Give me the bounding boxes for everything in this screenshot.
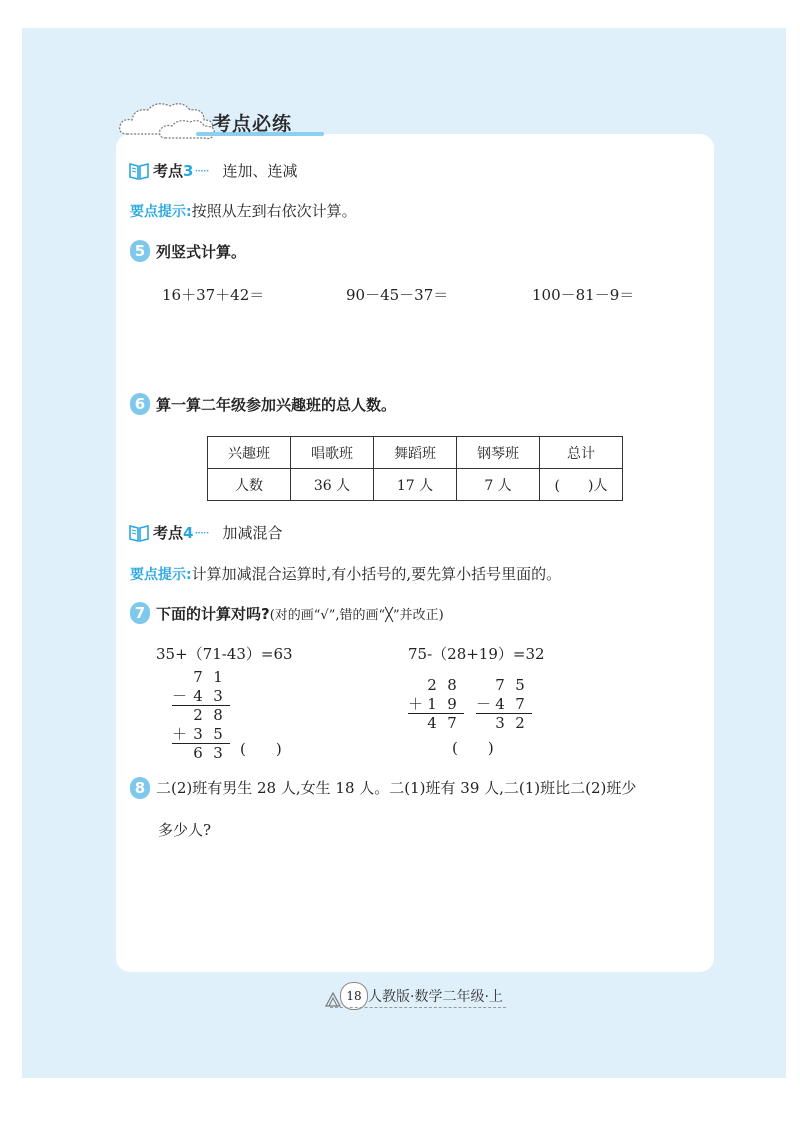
section3-label: 考点 xyxy=(153,162,184,180)
q7-left-expression: 35+（71-43）=63 xyxy=(156,645,293,663)
vertical-row: 4 7 xyxy=(427,714,457,732)
table-cell: 17 人 xyxy=(374,469,457,501)
vertical-row: 2 8 xyxy=(427,676,457,694)
table-cell: 7 人 xyxy=(457,469,540,501)
vertical-row: － 4 3 xyxy=(172,687,223,705)
vertical-row: 7 1 xyxy=(193,668,223,686)
section4-heading xyxy=(128,522,283,543)
q7-left-answer-paren[interactable]: ( ) xyxy=(240,740,282,758)
vertical-row: ＋ 1 9 xyxy=(408,695,457,713)
vertical-row: 7 5 xyxy=(495,676,525,694)
section3-dots: ····· xyxy=(194,163,209,178)
vertical-row: ＋ 3 5 xyxy=(172,725,223,743)
section3-number: 3 xyxy=(183,161,194,180)
vertical-row: 6 3 xyxy=(193,744,223,762)
question-text-line2: 多少人? xyxy=(158,821,212,839)
question-note: (对的画“√”,错的画“╳”并改正) xyxy=(269,607,444,623)
book-icon xyxy=(128,523,150,543)
vertical-calc-line xyxy=(172,743,230,744)
table-header-cell: 唱歌班 xyxy=(291,437,374,469)
table-header-cell: 舞蹈班 xyxy=(374,437,457,469)
footer-divider xyxy=(330,1007,506,1008)
table-row xyxy=(208,469,623,501)
total-answer-cell[interactable]: ( )人 xyxy=(540,469,623,501)
q7-right-answer-paren[interactable]: ( ) xyxy=(452,739,494,757)
table-header-cell: 钢琴班 xyxy=(457,437,540,469)
q5-expression-1: 16＋37＋42＝ xyxy=(162,286,265,304)
q5-expression-2: 90－45－37＝ xyxy=(346,286,449,304)
question-number: 5 xyxy=(130,240,150,262)
question-7 xyxy=(130,602,444,624)
section3-tip xyxy=(130,200,357,221)
tip-text: 计算加减混合运算时,有小括号的,要先算小括号里面的。 xyxy=(191,565,562,583)
q7-right-expression: 75-（28+19）=32 xyxy=(408,645,545,663)
section4-tip xyxy=(130,563,561,584)
tip-label: 要点提示: xyxy=(130,567,192,583)
question-number: 7 xyxy=(130,602,150,624)
tip-text: 按照从左到右依次计算。 xyxy=(191,202,357,220)
section4-topic: 加减混合 xyxy=(222,524,283,542)
question-number: 8 xyxy=(130,777,150,799)
question-title: 下面的计算对吗? xyxy=(156,604,270,623)
question-6 xyxy=(130,393,396,415)
question-title: 列竖式计算。 xyxy=(156,242,247,261)
tip-label: 要点提示: xyxy=(130,204,192,220)
footer-book-title: 人教版·数学二年级·上 xyxy=(368,989,503,1005)
cloud-icon xyxy=(116,96,226,144)
table-header-row xyxy=(208,437,623,469)
section4-dots: ····· xyxy=(194,525,209,540)
vertical-calc-line xyxy=(476,713,532,714)
question-number: 6 xyxy=(130,393,150,415)
table-header-cell: 总计 xyxy=(540,437,623,469)
vertical-calc-line xyxy=(172,705,230,706)
q7-right-vertical-b xyxy=(476,676,530,733)
q7-right-vertical-a xyxy=(408,676,462,733)
section4-label: 考点 xyxy=(153,524,184,542)
vertical-calc-line xyxy=(408,713,464,714)
question-5 xyxy=(130,240,246,262)
page-number: 18 xyxy=(340,982,368,1010)
question-title: 算一算二年级参加兴趣班的总人数。 xyxy=(156,395,397,414)
book-icon xyxy=(128,161,150,181)
section4-number: 4 xyxy=(183,523,194,542)
vertical-row: － 4 7 xyxy=(476,695,525,713)
section3-topic: 连加、连减 xyxy=(222,162,298,180)
q7-left-vertical xyxy=(172,668,228,763)
table-header-cell: 兴趣班 xyxy=(208,437,291,469)
table-cell: 人数 xyxy=(208,469,291,501)
vertical-row: 3 2 xyxy=(495,714,525,732)
q5-expression-3: 100－81－9＝ xyxy=(532,286,635,304)
vertical-row: 2 8 xyxy=(193,706,223,724)
question-8 xyxy=(130,777,700,799)
section3-heading xyxy=(128,160,298,181)
table-cell: 36 人 xyxy=(291,469,374,501)
interest-class-table xyxy=(207,436,623,501)
question-text-line1: 二(2)班有男生 28 人,女生 18 人。二(1)班有 39 人,二(1)班比二(2)班少 xyxy=(156,779,637,797)
page-title: 考点必练 xyxy=(212,113,293,135)
